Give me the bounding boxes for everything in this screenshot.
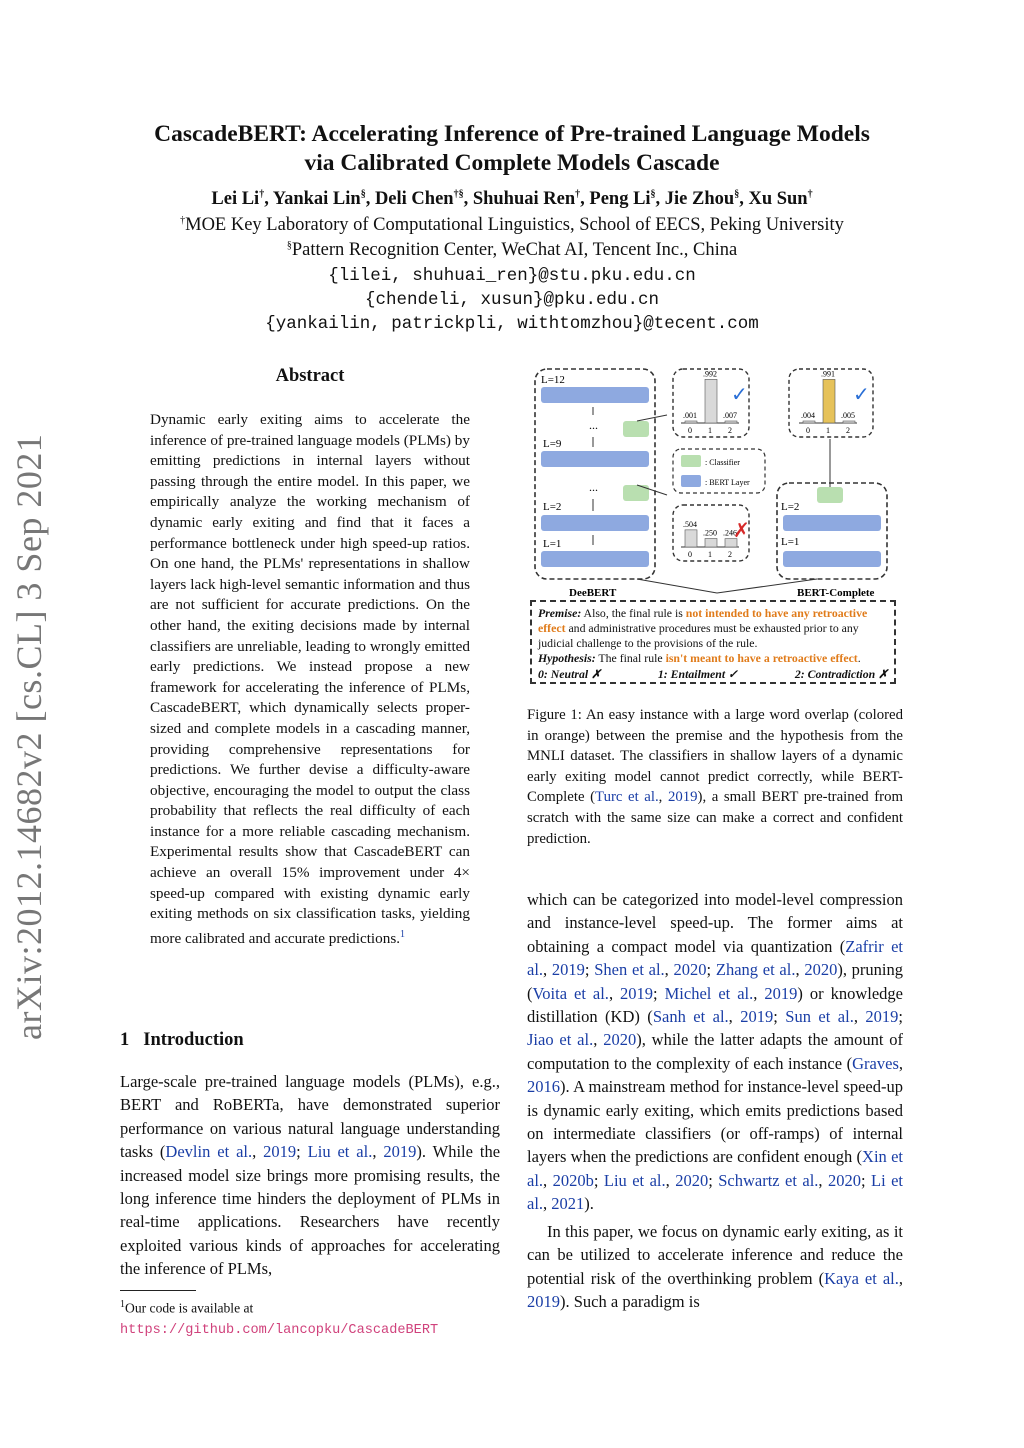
ellipsis: ... [589, 418, 598, 432]
citation-link[interactable] [824, 1269, 899, 1288]
chart-data-label: .991 [821, 369, 835, 379]
citation-link[interactable] [674, 960, 707, 979]
premise-line [538, 606, 888, 651]
premise-highlight: not intended to have any retroactive effect [538, 606, 868, 635]
ellipsis: ... [589, 480, 598, 494]
author-mark: † [575, 189, 581, 200]
hypothesis-highlight: isn't meant to have a retroactive effect [665, 651, 858, 665]
body-text: ). While the increased model size brings more promising results, the long inference time hinders the deployment of PLMs in real-time applications. Researchers have recently exploited various kinds of approaches for accelerating the inference of PLMs, [120, 1142, 501, 1279]
chart-bar [803, 421, 815, 423]
bert-layer [783, 551, 881, 567]
footnote-ref[interactable]: 1 [400, 928, 406, 940]
citation-link[interactable] [620, 984, 653, 1003]
prob-chart-mid-left [681, 520, 750, 559]
citation-link[interactable] [718, 1171, 818, 1190]
nli-example-box [530, 600, 896, 684]
check-icon: ✓ [731, 384, 748, 406]
footnote-rule [120, 1290, 196, 1291]
premise-label: Premise: [538, 606, 582, 620]
classifier-block [623, 421, 649, 437]
affiliation-1 [0, 215, 1024, 236]
author-name: Xu Sun [748, 189, 808, 210]
citation-link[interactable] [603, 1030, 636, 1049]
hypothesis-label: Hypothesis: [538, 651, 596, 665]
caption-text: ), a small BERT pre-trained from scratch with the same size can make a correct and confident prediction. [527, 789, 903, 847]
author-mark: § [734, 189, 740, 200]
chart-data-label: .007 [723, 411, 737, 420]
citation-author: Voita et al. [532, 983, 609, 1003]
cross-icon: ✗ [733, 520, 750, 542]
citation-link[interactable] [675, 1171, 708, 1190]
chart-tick-label: 2 [846, 426, 850, 435]
citation-link[interactable] [533, 984, 609, 1003]
citation-link[interactable] [740, 1007, 773, 1026]
chart-tick-label: 1 [708, 426, 712, 435]
chart-tick-label: 2 [728, 426, 732, 435]
citation-link[interactable] [553, 1171, 594, 1190]
intro-right-column [527, 888, 903, 1313]
citation-year: 2021 [551, 1194, 585, 1214]
author-list: Lei Li†, Yankai Lin§, Deli Chen†§, Shuhuai Ren†, Peng Li§, Jie Zhou§, Xu Sun† [211, 189, 813, 210]
author-name: Yankai Lin [272, 189, 361, 210]
figure-caption: Figure 1: An easy instance with a large word overlap (colored in orange) between the premise and the hypothesis from the MNLI dataset. The classifiers in shallow layers of a dynamic early exiting model cannot predict correctly, while BERT-Complete (Turc et al., 2019), a small BERT pre-trained from scratch with the same size can make a correct and confident prediction. [527, 707, 903, 847]
section-heading [120, 1030, 258, 1051]
bert-layer [541, 451, 649, 467]
citation-author: Xin et al. [527, 1147, 903, 1190]
citation-link[interactable] [764, 984, 797, 1003]
citation-link[interactable] [552, 960, 585, 979]
citation-year: 2020 [675, 1170, 709, 1190]
chart-tick-label: 1 [708, 550, 712, 559]
bert-layer [783, 515, 881, 531]
citation-link[interactable] [716, 960, 796, 979]
citation-link[interactable] [604, 1171, 666, 1190]
citation-year: 2019 [764, 983, 798, 1003]
citation-year: 2016 [527, 1077, 560, 1097]
author-name: Jie Zhou [664, 189, 735, 210]
arxiv-identifier: arXiv:2012.14682v2 [cs.CL] 3 Sep 2021 [9, 433, 49, 1040]
chart-bar [685, 421, 697, 423]
chart-data-label: .250 [703, 528, 717, 538]
citation-author: Li et al. [527, 1170, 904, 1214]
prob-chart-top-right [799, 369, 870, 435]
affiliation-mark: § [286, 240, 292, 251]
layer-label: L=2 [781, 501, 800, 513]
citation-author: Devlin et al. [165, 1142, 253, 1162]
layer-label: L=1 [781, 536, 800, 548]
citation-link[interactable] [668, 789, 698, 805]
citation-year: 2019 [383, 1142, 417, 1162]
citation-year: 2019 [667, 789, 698, 806]
footnote [120, 1295, 500, 1341]
paper-title [0, 120, 1024, 178]
citation-author: Zhang et al. [715, 960, 796, 980]
title-line-1: CascadeBERT: Accelerating Inference of Pre-trained Language Models [154, 121, 870, 147]
label-contradiction: 2: Contradiction ✗ [794, 667, 888, 681]
body-text: Large-scale pre-trained language models (PLMs), e.g., BERT and RoBERTa, have demonstrated superior performance on various natural language understanding tasks ( [120, 1072, 500, 1162]
prob-chart-top-left [681, 369, 748, 435]
citation-link[interactable] [527, 1077, 560, 1096]
affiliation-text: Pattern Recognition Center, WeChat AI, Tencent Inc., China [291, 240, 738, 261]
citation-link[interactable] [594, 960, 664, 979]
citation-year: 2020 [673, 960, 707, 980]
citation-year: 2020b [552, 1170, 594, 1190]
citation-author: Zafrir et al. [527, 936, 903, 980]
body-text: which can be categorized into model-level compression and instance-level speed-up. The former aims at obtaining a compact model via quantization ( [527, 890, 903, 956]
citation-link[interactable] [551, 1194, 584, 1213]
title-line-2: via Calibrated Complete Models Cascade [304, 150, 720, 176]
chart-data-label: .246 [723, 528, 737, 538]
citation-year: 2019 [620, 983, 654, 1003]
bert-complete-label: BERT-Complete [797, 587, 875, 599]
citation-link[interactable] [865, 1007, 898, 1026]
hypothesis-text: . [857, 651, 861, 665]
chart-data-label: .004 [801, 411, 815, 420]
body-text: In this paper, we focus on dynamic early exiting, as it can be utilized to accelerate inference and reduce the potential risk of the overthinking problem ( [527, 1221, 903, 1288]
citation-link[interactable] [852, 1054, 899, 1073]
author-name: Deli Chen [374, 189, 454, 210]
chart-tick-label: 0 [688, 426, 692, 435]
email-line-1: {lilei, shuhuai_ren}@stu.pku.edu.cn [328, 266, 696, 286]
citation-author: Kaya et al. [824, 1268, 899, 1288]
body-text: ), pruning ( [527, 960, 904, 1003]
citation-link[interactable] [165, 1142, 252, 1161]
chart-bar [823, 379, 835, 423]
citation-author: Liu et al. [603, 1170, 666, 1190]
legend-classifier-label: : Classifier [705, 458, 740, 467]
chart-tick-label: 2 [728, 550, 732, 559]
citation-author: Sanh et al. [652, 1007, 729, 1027]
chart-bar [705, 539, 717, 548]
citation-author: Shen et al. [594, 960, 665, 980]
citation-link[interactable] [527, 1030, 593, 1049]
arrow [637, 415, 667, 421]
citation-year: 2019 [527, 1291, 560, 1311]
citation-link[interactable] [595, 789, 659, 805]
citation-author: Michel et al. [664, 983, 754, 1003]
chart-data-label: .001 [683, 411, 697, 420]
author-mark: § [360, 189, 366, 200]
section-number: 1 [120, 1030, 130, 1050]
label-neutral: 0: Neutral ✗ [538, 667, 601, 681]
author-mark: † [259, 189, 265, 200]
abstract-heading: Abstract [275, 366, 345, 386]
citation-year: 2020 [827, 1170, 861, 1190]
body-text: ). A mainstream method for instance-level speed-up is dynamic early exiting, which emits predictions based on intermediate classifiers (or off-ramps) of internal layers when the predictions are confident enough ( [527, 1077, 903, 1167]
chart-bar [843, 421, 855, 423]
citation-link[interactable] [308, 1142, 373, 1161]
deebert-label: DeeBERT [569, 587, 617, 599]
body-text: ) or knowledge distillation (KD) ( [527, 983, 903, 1027]
author-mark: § [650, 189, 656, 200]
affiliation-text: MOE Key Laboratory of Computational Linguistics, School of EECS, Peking University [185, 215, 844, 236]
chart-tick-label: 1 [826, 426, 830, 435]
citation-link[interactable] [263, 1142, 296, 1161]
citation-author: Turc et al. [595, 789, 659, 806]
layer-label: L=1 [543, 538, 562, 550]
chart-tick-label: 0 [806, 426, 810, 435]
premise-text: and administrative procedures must be exhausted prior to any judicial challenge to the provisions of the rule. [538, 621, 859, 650]
layer-label: L=2 [543, 501, 562, 513]
legend-bert-swatch [681, 475, 701, 487]
chart-data-label: .992 [703, 369, 717, 379]
chart-tick-label: 0 [688, 550, 692, 559]
chart-bar [705, 379, 717, 423]
author-name: Lei Li [211, 189, 260, 210]
label-row [538, 667, 888, 682]
code-link[interactable]: https://github.com/lancopku/CascadeBERT [120, 1322, 439, 1338]
citation-author: Jiao et al. [527, 1030, 594, 1050]
citation-author: Graves [852, 1053, 899, 1073]
citation-link[interactable] [383, 1142, 416, 1161]
citation-author: Sun et al. [785, 1007, 854, 1027]
caption-text: Figure 1: An easy instance with a large word overlap (colored in orange) between the premise and the hypothesis from the MNLI dataset. The classifiers in shallow layers of a dynamic early exiting model cannot predict correctly, while BERT-Complete ( [527, 707, 903, 806]
citation-link[interactable] [527, 1292, 560, 1311]
abstract-text: Dynamic early exiting aims to accelerate the inference of pre-trained language models (PLMs) by emitting predictions in internal layers without passing through the entire model. In this paper, we empirically analyze the working mechanism of dynamic early exiting and find that it faces a performance bottleneck under high speed-up ratios. On one hand, the PLMs' representations in shallow layers lack high-level semantic information and thus are not sufficient for accurate predictions. On the other hand, the exiting decisions made by internal classifiers are unreliable, leading to wrongly emitted early predictions. We instead propose a new framework for accelerating the inference of PLMs, CascadeBERT, which dynamically selects proper-sized and complete models in a cascading manner, providing comprehensive representations for predictions. We further devise a difficulty-aware objective, encouraging the model to output the class probability that reflects the real difficulty of each instance for a more reliable cascading mechanism. Experimental results show that CascadeBERT can achieve an overall 15% improvement under 4× speed-up compared with existing dynamic early exiting methods on six classification tasks, yielding more calibrated and accurate predictions. [150, 411, 470, 947]
hypothesis-line [538, 651, 888, 666]
paragraph: which can be categorized into model-level compression and instance-level speed-up. The former aims at obtaining a compact model via quantization (Zafrir et al., 2019; Shen et al., 2020; Zhang et al., 2020), pruning (Voita et al., 2019; Michel et al., 2019) or knowledge distillation (KD) (Sanh et al., 2019; Sun et al., 2019; Jiao et al., 2020), while the latter adapts the amount of computation to the complexity of each instance (Graves, 2016). A mainstream method for instance-level speed-up is dynamic early exiting, which emits predictions based on intermediate classifiers (or off-ramps) of internal layers when the predictions are confident enough (Xin et al., 2020b; Liu et al., 2020; Schwartz et al., 2020; Li et al., 2021). [527, 890, 904, 1214]
arrow [637, 579, 717, 593]
citation-year: 2019 [263, 1142, 297, 1162]
citation-author: Schwartz et al. [718, 1170, 819, 1190]
bert-layer [541, 515, 649, 531]
citation-year: 2019 [865, 1007, 899, 1027]
citation-link[interactable] [828, 1171, 861, 1190]
premise-text: Also, the final rule is [581, 606, 686, 620]
author-mark: † [807, 189, 813, 200]
citation-link[interactable] [665, 984, 754, 1003]
layer-label: L=9 [543, 438, 562, 450]
chart-bar [725, 421, 737, 423]
author-name: Peng Li [589, 189, 651, 210]
check-icon: ✓ [853, 384, 870, 406]
intro-left-column: Large-scale pre-trained language models (PLMs), e.g., BERT and RoBERTa, have demonstrated superior performance on various natural language understanding tasks (Devlin et al., 2019; Liu et al., 2019). While the increased model size brings more promising results, the long inference time hinders the deployment of PLMs in real-time applications. Researchers have recently exploited various kinds of approaches for accelerating the inference of PLMs, [120, 1072, 501, 1279]
legend-classifier-swatch [681, 455, 701, 467]
layer-label: L=12 [541, 374, 565, 386]
citation-author: Liu et al. [307, 1142, 373, 1162]
citation-year: 2019 [740, 1007, 774, 1027]
bert-layer [541, 387, 649, 403]
figure-diagram [527, 365, 907, 600]
citation-link[interactable] [653, 1007, 729, 1026]
citation-year: 2020 [603, 1030, 637, 1050]
citation-year: 2019 [551, 960, 585, 980]
author-mark: †§ [453, 189, 464, 200]
body-text: ), while the latter adapts the amount of computation to the complexity of each instance ( [527, 1030, 903, 1073]
chart-bar [685, 530, 697, 547]
citation-link[interactable] [804, 960, 837, 979]
bert-layer [541, 551, 649, 567]
email-line-2: {chendeli, xusun}@pku.edu.cn [364, 290, 660, 310]
citation-link[interactable] [785, 1007, 854, 1026]
footnote-mark: 1 [120, 1299, 125, 1310]
citation-year: 2020 [804, 960, 838, 980]
hypothesis-text: The final rule [595, 651, 666, 665]
body-text: ). [584, 1194, 594, 1214]
label-entailment: 1: Entailment ✓ [657, 667, 738, 681]
abstract-body [150, 410, 470, 950]
legend-bert-label: : BERT Layer [705, 478, 750, 487]
affiliation-mark: † [180, 215, 186, 226]
body-text: ). Such a paradigm is [560, 1291, 700, 1311]
section-title: Introduction [143, 1030, 244, 1050]
chart-data-label: .504 [683, 519, 697, 529]
chart-data-label: .005 [841, 411, 855, 420]
classifier-block [817, 487, 843, 503]
author-name: Shuhuai Ren [472, 189, 576, 210]
email-line-3: {yankailin, patrickpli, withtomzhou}@tecent.com [265, 314, 759, 334]
paragraph: In this paper, we focus on dynamic early exiting, as it can be utilized to accelerate inference and reduce the potential risk of the overthinking problem (Kaya et al., 2019). Such a paradigm is [527, 1221, 903, 1311]
affiliation-2 [0, 240, 1024, 261]
footnote-text: Our code is available at [125, 1300, 254, 1316]
